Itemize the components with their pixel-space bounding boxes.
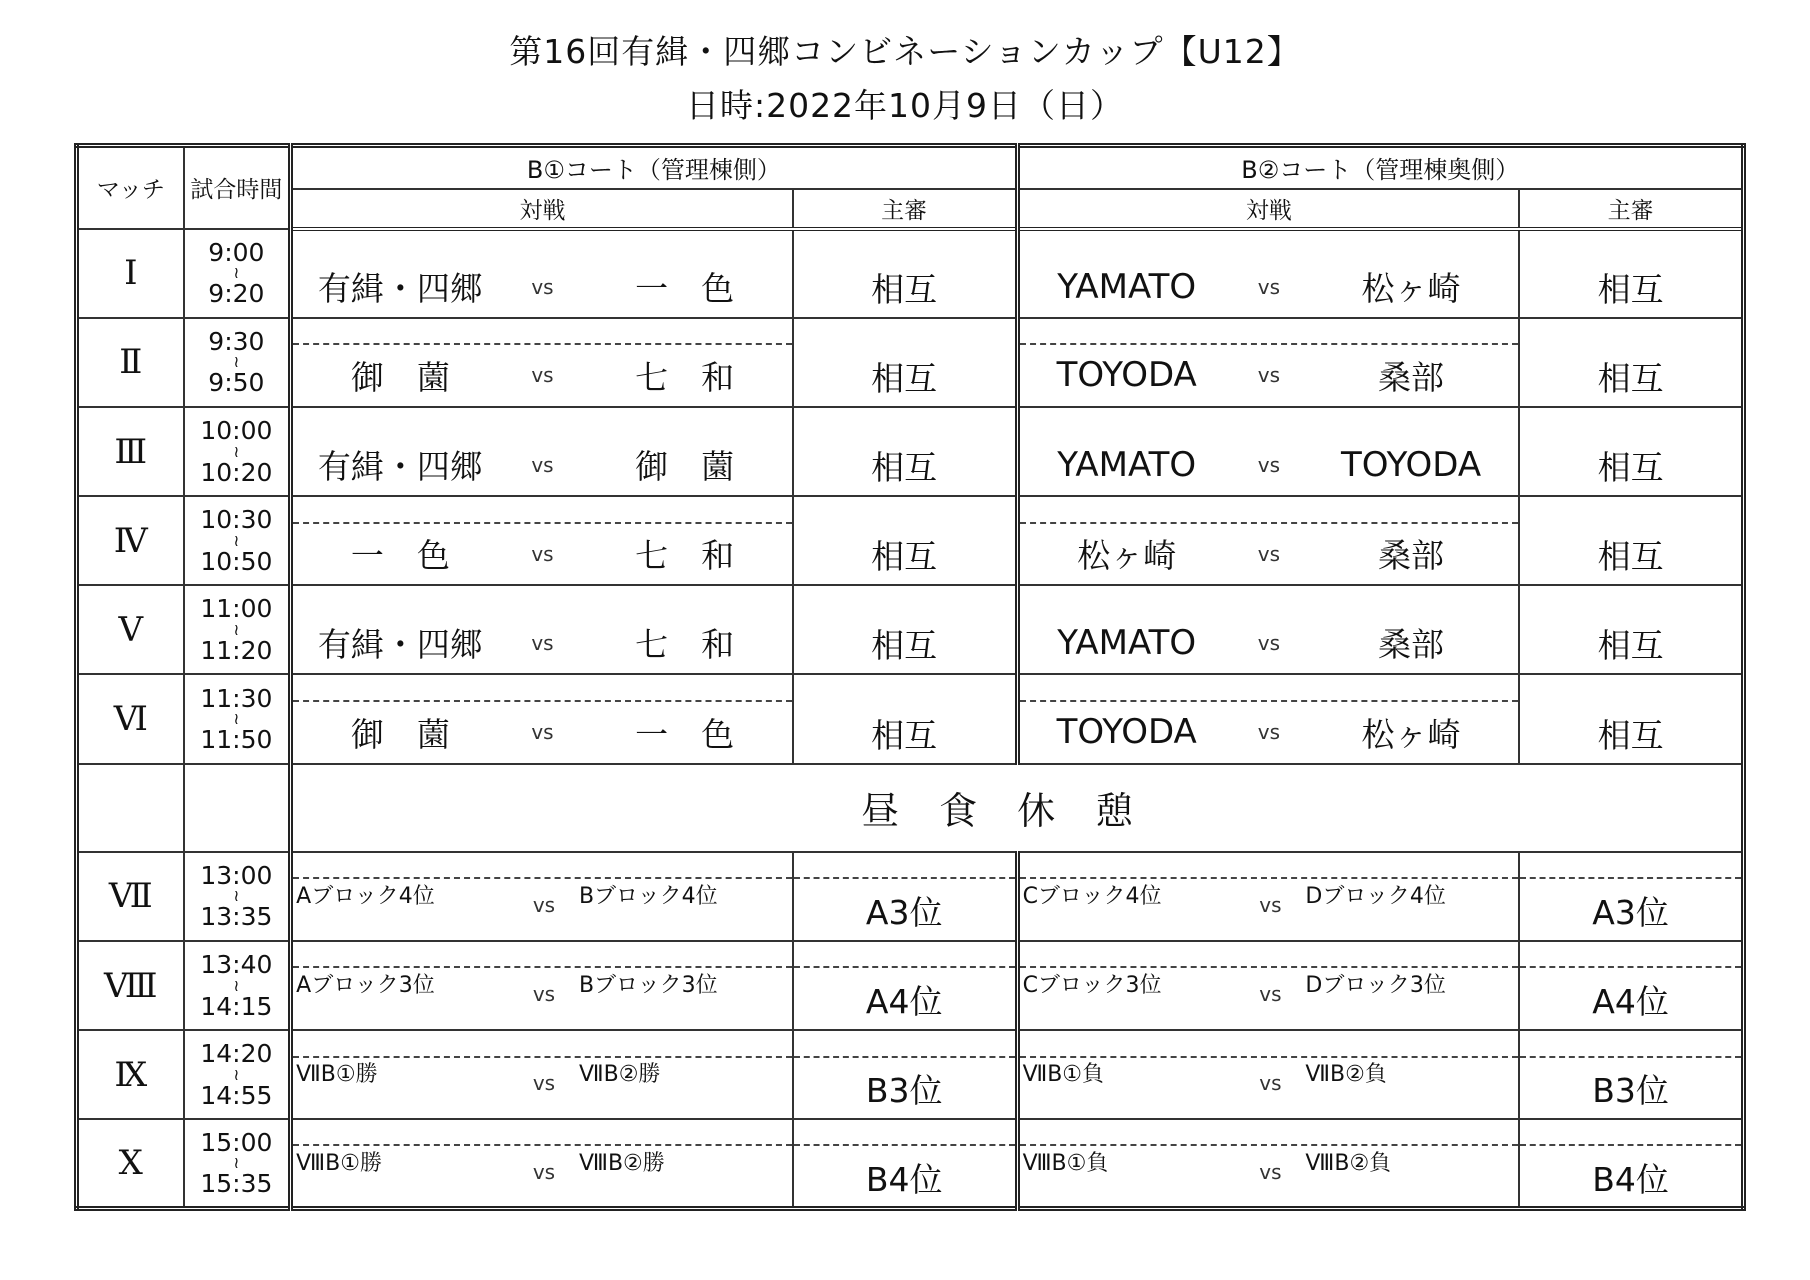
court1-matchup	[291, 496, 793, 585]
vs-label: vs	[532, 892, 556, 917]
matchup-row	[1020, 434, 1519, 495]
away-team: ⅦB②負	[1305, 1062, 1387, 1088]
start-time: 13:40	[200, 950, 273, 980]
away-team: 一 色	[635, 714, 735, 754]
court1-matchup	[291, 318, 793, 407]
home-team: YAMATO	[1057, 266, 1197, 307]
vs-label: vs	[1259, 892, 1282, 917]
home-team: Cブロック4位	[1022, 883, 1162, 909]
header-court2: B②コート（管理棟奥側）	[1017, 146, 1743, 189]
court2-referee	[1519, 674, 1743, 763]
referee-value: 相互	[1597, 448, 1664, 488]
matchup-row	[1020, 523, 1519, 584]
court1-referee	[793, 1119, 1017, 1208]
start-time: 14:20	[200, 1039, 273, 1069]
knockout-match-row	[77, 852, 1744, 941]
start-time: 15:00	[200, 1127, 273, 1157]
vs-label: vs	[531, 630, 554, 655]
time-separator: ≀	[233, 530, 240, 550]
match-number: Ⅶ	[77, 852, 184, 941]
header-court1-versus: 対戦	[291, 189, 793, 229]
home-team: 御 薗	[350, 357, 450, 397]
home-team: 有緝・四郷	[317, 625, 483, 665]
match-number: Ⅷ	[77, 941, 184, 1030]
vs-label: vs	[1257, 630, 1280, 655]
dashed-divider	[1520, 966, 1741, 968]
match-row	[77, 407, 1744, 496]
lunch-match-cell	[77, 764, 184, 852]
court1-referee	[793, 585, 1017, 674]
match-row	[77, 318, 1744, 407]
lunch-row	[77, 764, 1744, 852]
court1-matchup	[291, 585, 793, 674]
dashed-divider	[1520, 877, 1741, 879]
home-team: 御 薗	[350, 714, 450, 754]
match-row	[77, 585, 1744, 674]
referee-value: A4位	[1592, 982, 1669, 1022]
time-separator: ≀	[233, 619, 240, 639]
vs-label: vs	[531, 274, 554, 299]
court1-referee	[793, 229, 1017, 318]
matchup-row	[293, 968, 792, 1029]
home-team: ⅦB①勝	[296, 1062, 378, 1088]
court1-matchup	[291, 229, 793, 318]
header-court1-referee: 主審	[793, 189, 1017, 229]
referee-value: 相互	[1597, 626, 1664, 666]
court2-matchup	[1017, 496, 1519, 585]
court2-matchup	[1017, 585, 1519, 674]
vs-label: vs	[1259, 982, 1282, 1007]
match-number: Ⅳ	[77, 496, 184, 585]
referee-value: 相互	[871, 270, 938, 310]
home-team: Cブロック3位	[1022, 973, 1162, 999]
referee-value: 相互	[871, 715, 938, 755]
matchup-row	[1020, 612, 1519, 673]
lunch-time-cell	[184, 764, 291, 852]
time-separator: ≀	[233, 886, 240, 906]
court1-referee	[793, 318, 1017, 407]
referee-value: A4位	[865, 982, 943, 1022]
court2-matchup	[1017, 941, 1519, 1030]
referee-value: B3位	[865, 1071, 943, 1111]
referee-value: B4位	[1592, 1159, 1669, 1199]
away-team: 七 和	[635, 357, 735, 397]
match-time	[184, 407, 291, 496]
court1-matchup	[291, 1119, 793, 1208]
time-separator: ≀	[233, 975, 240, 995]
home-team: ⅧB①負	[1022, 1151, 1109, 1177]
home-team: 一 色	[350, 536, 450, 576]
matchup-row	[1020, 257, 1519, 317]
home-team: Aブロック3位	[296, 973, 435, 999]
away-team: 桑部	[1378, 536, 1445, 576]
match-time	[184, 1119, 291, 1208]
matchup-row	[293, 1146, 792, 1206]
end-time: 13:35	[200, 902, 273, 932]
court2-referee	[1519, 229, 1743, 318]
vs-label: vs	[1259, 1071, 1282, 1096]
court2-referee	[1519, 496, 1743, 585]
match-time	[184, 496, 291, 585]
court2-matchup	[1017, 674, 1519, 763]
end-time: 14:55	[200, 1080, 273, 1110]
home-team: TOYODA	[1056, 355, 1197, 396]
match-time	[184, 585, 291, 674]
time-separator: ≀	[233, 352, 240, 372]
court1-matchup	[291, 674, 793, 763]
court2-referee	[1519, 318, 1743, 407]
lunch-break: 昼食休憩	[291, 764, 1744, 852]
away-team: Bブロック3位	[578, 973, 718, 999]
court2-referee	[1519, 941, 1743, 1030]
away-team: 松ヶ崎	[1361, 714, 1461, 754]
court2-matchup	[1017, 1119, 1519, 1208]
referee-value: 相互	[871, 626, 938, 666]
matchup-row	[1020, 968, 1519, 1029]
home-team: ⅧB①勝	[296, 1151, 382, 1177]
away-team: 松ヶ崎	[1361, 269, 1461, 309]
match-number: Ⅱ	[77, 318, 184, 407]
away-team: 桑部	[1378, 625, 1445, 665]
start-time: 9:30	[208, 326, 265, 356]
match-time	[184, 318, 291, 407]
court1-matchup	[291, 941, 793, 1030]
matchup-row	[1020, 1146, 1519, 1206]
start-time: 11:30	[200, 683, 273, 713]
knockout-match-row	[77, 941, 1744, 1030]
vs-label: vs	[1257, 541, 1280, 566]
court2-matchup	[1017, 852, 1519, 941]
match-number: Ⅲ	[77, 407, 184, 496]
matchup-row	[1020, 879, 1519, 940]
matchup-row	[293, 345, 792, 406]
away-team: Dブロック3位	[1305, 973, 1446, 999]
matchup-row	[293, 523, 792, 584]
away-team: 御 薗	[635, 447, 735, 487]
referee-value: 相互	[871, 537, 938, 577]
dashed-divider	[1520, 1144, 1741, 1146]
vs-label: vs	[1257, 274, 1280, 299]
match-number: Ⅸ	[77, 1030, 184, 1119]
match-number: Ⅵ	[77, 674, 184, 763]
vs-label: vs	[1257, 363, 1280, 388]
referee-value: A3位	[865, 892, 943, 932]
header-court1: B①コート（管理棟側）	[291, 146, 1017, 189]
court1-referee	[793, 496, 1017, 585]
court2-referee	[1519, 1119, 1743, 1208]
referee-value: 相互	[1597, 358, 1664, 398]
vs-label: vs	[531, 452, 554, 477]
schedule-table	[74, 143, 1746, 1211]
match-number: Ⅰ	[77, 229, 184, 318]
court1-matchup	[291, 1030, 793, 1119]
referee-value: 相互	[871, 448, 938, 488]
vs-label: vs	[1257, 452, 1280, 477]
court2-referee	[1519, 585, 1743, 674]
matchup-row	[293, 879, 792, 940]
away-team: Dブロック4位	[1305, 883, 1446, 909]
away-team: 一 色	[635, 269, 735, 309]
time-separator: ≀	[233, 441, 240, 461]
court2-referee	[1519, 407, 1743, 496]
knockout-match-row	[77, 1030, 1744, 1119]
vs-label: vs	[531, 720, 554, 745]
time-separator: ≀	[233, 1064, 240, 1084]
away-team: ⅧB②勝	[578, 1151, 665, 1177]
referee-value: A3位	[1592, 892, 1669, 932]
time-separator: ≀	[233, 263, 240, 283]
away-team: 七 和	[635, 536, 735, 576]
vs-label: vs	[1259, 1160, 1282, 1185]
start-time: 13:00	[200, 860, 273, 890]
court2-matchup	[1017, 318, 1519, 407]
court2-referee	[1519, 852, 1743, 941]
referee-value: 相互	[1597, 270, 1664, 310]
end-time: 10:50	[200, 546, 273, 576]
away-team: ⅦB②勝	[578, 1062, 661, 1088]
court1-referee	[793, 1030, 1017, 1119]
time-separator: ≀	[233, 1153, 240, 1173]
match-row	[77, 229, 1744, 318]
home-team: YAMATO	[1057, 622, 1197, 663]
court2-matchup	[1017, 229, 1519, 318]
matchup-row	[293, 434, 792, 495]
referee-value: B3位	[1592, 1071, 1669, 1111]
court1-matchup	[291, 852, 793, 941]
vs-label: vs	[532, 1071, 556, 1096]
matchup-row	[1020, 1057, 1519, 1118]
dashed-divider	[794, 966, 1015, 968]
header-court2-referee: 主審	[1519, 189, 1743, 229]
vs-label: vs	[1257, 720, 1280, 745]
court2-matchup	[1017, 1030, 1519, 1119]
matchup-row	[293, 1057, 792, 1118]
vs-label: vs	[532, 982, 556, 1007]
dashed-divider	[794, 1144, 1015, 1146]
court1-referee	[793, 407, 1017, 496]
dashed-divider	[794, 877, 1015, 879]
matchup-row	[1020, 345, 1519, 406]
court1-referee	[793, 852, 1017, 941]
knockout-match-row	[77, 1119, 1744, 1208]
home-team: ⅦB①負	[1022, 1062, 1105, 1088]
end-time: 14:15	[200, 991, 273, 1021]
group-stage-rows	[77, 229, 1744, 764]
match-time	[184, 229, 291, 318]
start-time: 10:30	[200, 505, 273, 535]
start-time: 9:00	[208, 237, 265, 267]
vs-label: vs	[531, 541, 554, 566]
knockout-rows	[77, 852, 1744, 1209]
header-match: マッチ	[77, 146, 184, 229]
match-time	[184, 674, 291, 763]
vs-label: vs	[532, 1160, 556, 1185]
start-time: 11:00	[200, 594, 273, 624]
away-team: TOYODA	[1340, 444, 1482, 485]
end-time: 9:50	[208, 368, 265, 398]
referee-value: 相互	[1597, 537, 1664, 577]
document-title: 第16回有緝・四郷コンビネーションカップ【U12】	[509, 32, 1301, 71]
referee-value: 相互	[1597, 715, 1664, 755]
match-number: Ⅴ	[77, 585, 184, 674]
home-team: YAMATO	[1057, 444, 1197, 485]
home-team: 有緝・四郷	[317, 447, 483, 487]
home-team: TOYODA	[1056, 712, 1197, 753]
dashed-divider	[1520, 1056, 1741, 1058]
match-time	[184, 941, 291, 1030]
court2-matchup	[1017, 407, 1519, 496]
dashed-divider	[794, 1056, 1015, 1058]
vs-label: vs	[531, 363, 554, 388]
match-number: Ⅹ	[77, 1119, 184, 1208]
away-team: 七 和	[635, 625, 735, 665]
away-team: ⅧB②負	[1305, 1151, 1392, 1177]
end-time: 15:35	[200, 1169, 273, 1199]
court1-referee	[793, 674, 1017, 763]
home-team: 有緝・四郷	[317, 269, 483, 309]
end-time: 10:20	[200, 457, 273, 487]
home-team: Aブロック4位	[296, 883, 435, 909]
event-date: 日時:2022年10月9日（日）	[685, 86, 1125, 125]
away-team: 桑部	[1378, 357, 1445, 397]
header-court2-versus: 対戦	[1017, 189, 1519, 229]
header-time: 試合時間	[184, 146, 291, 229]
match-row	[77, 496, 1744, 585]
matchup-row	[1020, 702, 1519, 763]
match-time	[184, 1030, 291, 1119]
match-row	[77, 674, 1744, 763]
referee-value: 相互	[871, 358, 938, 398]
end-time: 9:20	[208, 279, 265, 309]
match-time	[184, 852, 291, 941]
matchup-row	[293, 257, 792, 317]
end-time: 11:20	[200, 635, 273, 665]
home-team: 松ヶ崎	[1077, 536, 1177, 576]
time-separator: ≀	[233, 709, 240, 729]
start-time: 10:00	[200, 416, 273, 446]
court1-matchup	[291, 407, 793, 496]
matchup-row	[293, 612, 792, 673]
court2-referee	[1519, 1030, 1743, 1119]
matchup-row	[293, 702, 792, 763]
referee-value: B4位	[865, 1159, 943, 1199]
court1-referee	[793, 941, 1017, 1030]
away-team: Bブロック4位	[578, 883, 718, 909]
end-time: 11:50	[200, 725, 273, 755]
